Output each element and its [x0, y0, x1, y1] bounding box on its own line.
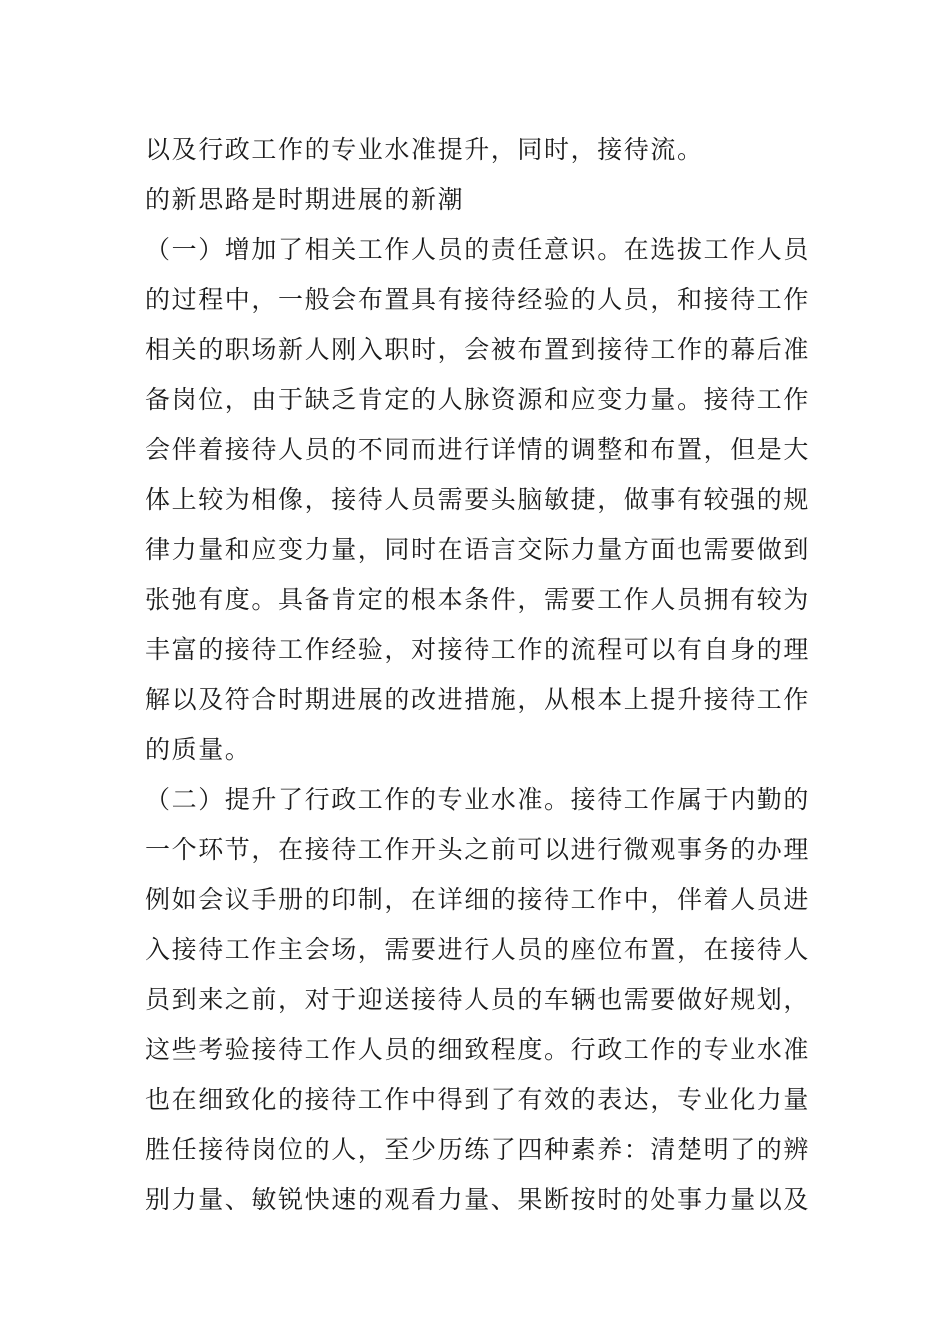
text-line: 的新思路是时期进展的新潮	[145, 185, 465, 214]
text-line: 丰富的接待工作经验，对接待工作的流程可以有自身的理	[145, 635, 811, 664]
text-line: 备岗位，由于缺乏肯定的人脉资源和应变力量。接待工作	[145, 385, 811, 414]
paragraph-2-line: （二）提升了行政工作的专业水准。接待工作属于内勤的	[145, 785, 811, 814]
paragraph-1-line: （一）增加了相关工作人员的责任意识。在选拔工作人员	[145, 235, 811, 264]
text-line: 入接待工作主会场，需要进行人员的座位布置，在接待人	[145, 935, 811, 964]
text-line: 的过程中，一般会布置具有接待经验的人员，和接待工作	[145, 285, 811, 314]
text-line: 这些考验接待工作人员的细致程度。行政工作的专业水准	[145, 1035, 811, 1064]
text-line: 张弛有度。具备肯定的根本条件，需要工作人员拥有较为	[145, 585, 811, 614]
text-line: 员到来之前，对于迎送接待人员的车辆也需要做好规划，	[145, 985, 811, 1014]
text-line: 会伴着接待人员的不同而进行详情的调整和布置，但是大	[145, 435, 811, 464]
text-line: 解以及符合时期进展的改进措施，从根本上提升接待工作	[145, 685, 811, 714]
text-line: 也在细致化的接待工作中得到了有效的表达，专业化力量	[145, 1085, 811, 1114]
text-line: 别力量、敏锐快速的观看力量、果断按时的处事力量以及	[145, 1185, 811, 1214]
text-line: 的质量。	[145, 735, 252, 764]
text-line: 例如会议手册的印制，在详细的接待工作中，伴着人员进	[145, 885, 811, 914]
text-line: 相关的职场新人刚入职时，会被布置到接待工作的幕后准	[145, 335, 811, 364]
text-line: 胜任接待岗位的人，至少历练了四种素养：清楚明了的辨	[145, 1135, 811, 1164]
text-line: 以及行政工作的专业水准提升，同时，接待流。	[145, 135, 704, 164]
text-line: 一个环节，在接待工作开头之前可以进行微观事务的办理	[145, 835, 811, 864]
text-line: 律力量和应变力量，同时在语言交际力量方面也需要做到	[145, 535, 811, 564]
text-line: 体上较为相像，接待人员需要头脑敏捷，做事有较强的规	[145, 485, 811, 514]
